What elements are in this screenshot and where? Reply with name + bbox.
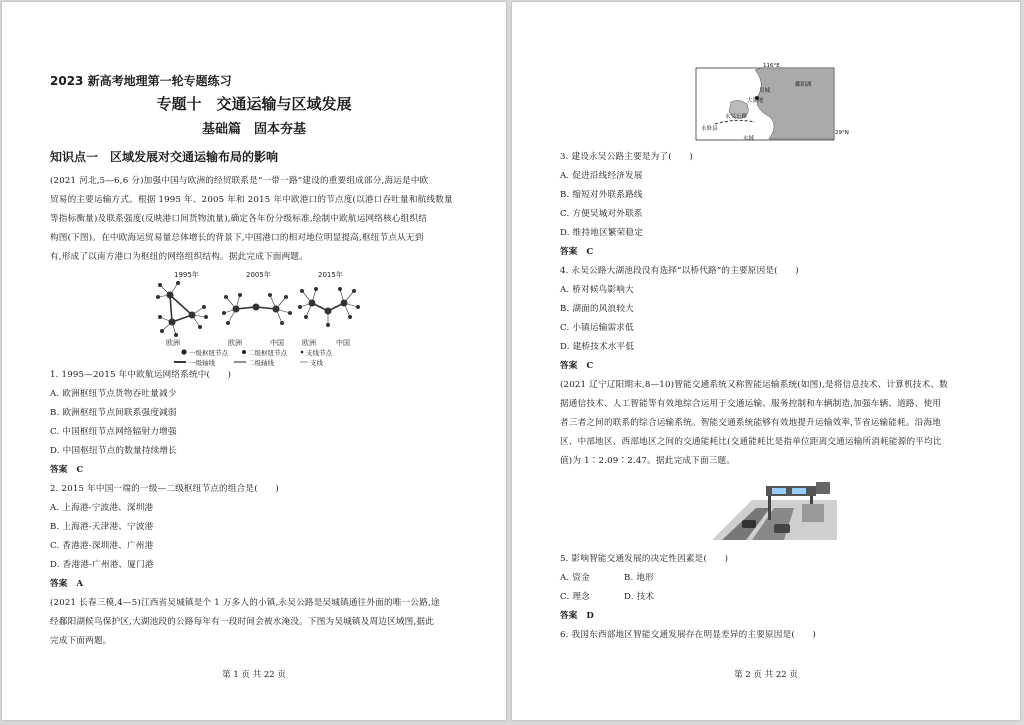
question-5-stem: 5. 影响智能交通发展的决定性因素是( ) bbox=[560, 554, 729, 564]
shipping-network-figure bbox=[152, 267, 367, 367]
page-footer: 第 1 页 共 22 页 bbox=[222, 670, 286, 680]
option: D. 中国枢纽节点的数量持续增长 bbox=[50, 446, 177, 456]
document-page-2 bbox=[512, 2, 1020, 720]
option-row bbox=[560, 569, 970, 588]
intro-line: (2021 长春三模,4—5)江西省吴城镇是个 1 万多人的小镇,永吴公路是吴城镇通往外面的唯一公路,途 bbox=[50, 598, 440, 608]
option: B. 湖面的风浪较大 bbox=[560, 304, 634, 314]
document-page-1 bbox=[2, 2, 506, 720]
answer: 答案 A bbox=[50, 579, 84, 589]
option: A. 欧洲枢纽节点货物吞吐量减少 bbox=[50, 389, 177, 399]
intro-line: 等指标衡量)及联系强度(反映港口间货物流量),确定各年份分级标准,绘制中欧航运网络核心组织结 bbox=[50, 214, 428, 224]
answer: 答案 C bbox=[560, 361, 594, 371]
option: C. 香港港-深圳港、广州港 bbox=[50, 541, 154, 551]
questions-5-6 bbox=[560, 550, 970, 645]
option: B. 缩短对外联系路线 bbox=[560, 190, 643, 200]
option: D. 建桥技术水平低 bbox=[560, 342, 635, 352]
option: A. 桥对候鸟影响大 bbox=[560, 285, 634, 295]
map-county-label: 永修县 bbox=[701, 126, 718, 132]
year-label-2005: 2005年 bbox=[246, 271, 271, 279]
intro-line: (2021 辽宁辽阳期末,8—10)智能交通系统又称智能运输系统(如图),是将信息技术、计算机技术、数 bbox=[560, 380, 949, 390]
smart-transport-illustration bbox=[712, 480, 837, 542]
intro-line: 构图(下图)。在中欧海运贸易量总体增长的背景下,中国港口的相对地位明显提高,枢纽节点从无到 bbox=[50, 233, 424, 243]
option: D. 香港港-广州港、厦门港 bbox=[50, 560, 154, 570]
network-label: 中国 bbox=[270, 339, 284, 347]
year-label-1995: 1995年 bbox=[174, 271, 199, 279]
intro-line: (2021 河北,5—6,6 分)加强中国与欧洲的经贸联系是“一带一路”建设的重要组成部分,海运是中欧 bbox=[50, 176, 429, 186]
question-1-stem: 1. 1995—2015 年中欧航运网络系统中( ) bbox=[50, 370, 232, 380]
map-meridian-label: 116°E bbox=[763, 63, 780, 69]
option: B. 上海港-天津港、宁波港 bbox=[50, 522, 154, 532]
intro-paragraph bbox=[50, 172, 460, 267]
option: A. 资金 bbox=[560, 573, 590, 583]
answer: 答案 D bbox=[560, 611, 595, 621]
option: B. 欧洲枢纽节点间联系强度减弱 bbox=[50, 408, 177, 418]
option: D. 技术 bbox=[624, 592, 655, 602]
map-water-label: 水域 bbox=[743, 136, 755, 142]
intro-line: 区、中部地区、西部地区之间的交通能耗比(交通能耗比是指单位距离交通运输所消耗能源的平均比 bbox=[560, 437, 942, 447]
network-label: 欧洲 bbox=[166, 339, 180, 347]
question-1 bbox=[50, 366, 460, 651]
option: C. 方便吴城对外联系 bbox=[560, 209, 643, 219]
legend-secondary-axis: 二级轴线 bbox=[248, 359, 274, 367]
question-2-stem: 2. 2015 年中国一端的一级—二级枢纽节点的组合是( ) bbox=[50, 484, 279, 494]
series-header: 2023 新高考地理第一轮专题练习 bbox=[50, 74, 232, 88]
legend-primary-hub: 一级枢纽节点 bbox=[189, 349, 228, 357]
option: A. 上海港-宁波港、深圳港 bbox=[50, 503, 154, 513]
option: A. 促进沿线经济发展 bbox=[560, 171, 643, 181]
map-lake-label: 鄱阳湖 bbox=[795, 82, 812, 88]
map-parallel-label: 29°N bbox=[835, 130, 849, 136]
question-4-stem: 4. 永吴公路大湖池段没有选择“以桥代路”的主要原因是( ) bbox=[560, 266, 799, 276]
answer: 答案 C bbox=[50, 465, 84, 475]
legend-secondary-hub: 二级枢纽节点 bbox=[248, 349, 287, 357]
section-title: 基础篇 固本夯基 bbox=[201, 122, 306, 137]
option: C. 理念 bbox=[560, 592, 590, 602]
intro-line: 值)为 1∶2.09∶2.47。据此完成下面三题。 bbox=[560, 456, 736, 466]
wucheng-map bbox=[695, 62, 849, 144]
map-pool-label: 大湖池 bbox=[747, 98, 764, 104]
legend-branch-line: 支线 bbox=[310, 359, 323, 367]
option: C. 小镇运输需求低 bbox=[560, 323, 634, 333]
knowledge-point-heading: 知识点一 区域发展对交通运输布局的影响 bbox=[50, 150, 279, 164]
intro-line: 贸易的主要运输方式。根据 1995 年、2005 年和 2015 年中欧港口的节点度(以港口吞吐量和航线数量 bbox=[50, 195, 453, 205]
network-label: 欧洲 bbox=[302, 339, 316, 347]
intro-line: 有,形成了以南方港口为枢纽的网络组织结构。据此完成下面两题。 bbox=[50, 252, 308, 262]
page-footer: 第 2 页 共 22 页 bbox=[734, 670, 798, 680]
intro-line: 经鄱阳湖候鸟保护区,大湖池段的公路每年有一段时间会被水淹没。下图为吴城镇及周边区域图,据此 bbox=[50, 617, 434, 627]
year-label-2015: 2015年 bbox=[318, 271, 343, 279]
question-3-stem: 3. 建设永吴公路主要是为了( ) bbox=[560, 152, 693, 162]
option-row bbox=[560, 588, 970, 607]
questions-3-4 bbox=[560, 148, 970, 471]
answer: 答案 C bbox=[560, 247, 594, 257]
question-6-stem: 6. 我国东西部地区智能交通发展存在明显差异的主要原因是( ) bbox=[560, 630, 817, 640]
intro-line: 完成下面两题。 bbox=[50, 636, 112, 646]
topic-title: 专题十 交通运输与区域发展 bbox=[156, 95, 352, 113]
option: C. 中国枢纽节点网络辐射力增强 bbox=[50, 427, 177, 437]
network-label: 欧洲 bbox=[228, 339, 242, 347]
map-road-label: 永吴公路 bbox=[725, 114, 748, 120]
option: B. 地形 bbox=[624, 573, 654, 583]
intro-line: 据通信技术、人工智能等有效地综合运用于交通运输、服务控制和车辆制造,加强车辆、道路、使用 bbox=[560, 399, 942, 409]
network-label: 中国 bbox=[336, 339, 350, 347]
legend-primary-axis: 一级轴线 bbox=[189, 359, 215, 367]
option: D. 维持地区繁荣稳定 bbox=[560, 228, 643, 238]
intro-line: 者三者之间的联系的综合运输系统。智能交通系统能够有效地提升运输效率,节省运输能耗。沿海地 bbox=[560, 418, 942, 428]
legend-branch-node: 支线节点 bbox=[306, 349, 332, 357]
map-town-label: 吴城 bbox=[759, 88, 771, 94]
